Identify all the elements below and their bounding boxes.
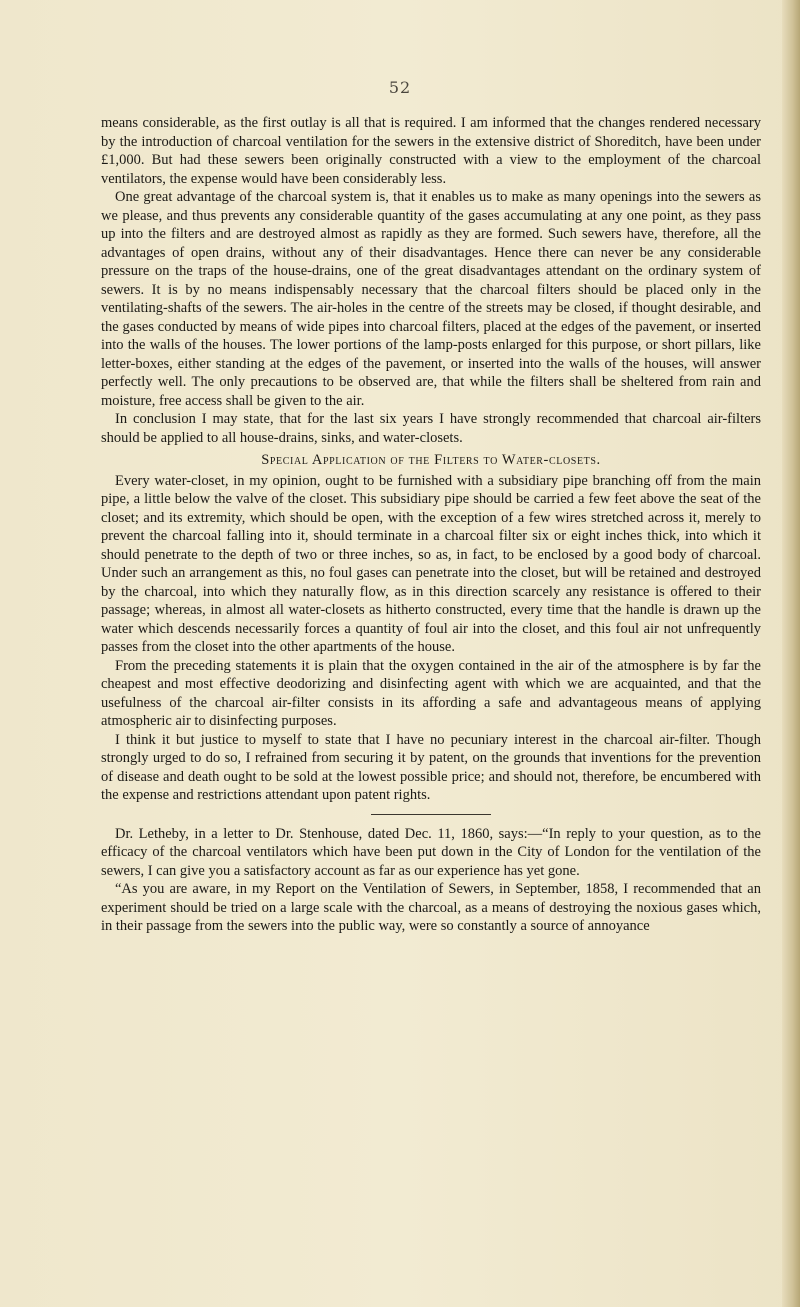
paragraph: Every water-closet, in my opinion, ought to be furnished with a subsidiary pipe branching off from the main pipe, a little below the valve of the closet. This subsidiary pipe should be carried a few feet above the seat of the closet; and its extremity, which should be open, with the exception of a few wires stretched across it, merely to prevent the charcoal falling into it, should terminate in a charcoal filter six or eight inches thick, into which it should penetrate to the depth of two or three inches, so as, in fact, to be enclosed by a good body of charcoal. Under such an arrangement as this, no foul gases can penetrate into the closet, but will be retained and destroyed by the charcoal, into which they naturally flow, as in this direction scarcely any resistance is offered to their passage; whereas, in almost all water-closets as hitherto constructed, every time that the handle is drawn up the water which descends necessarily forces a quantity of foul air into the closet, and this foul air not unfrequently passes from the closet into the other apartments of the house. [101,472,761,655]
section-divider [371,814,491,815]
paragraph: I think it but justice to myself to state that I have no pecuniary interest in the charcoal air-filter. Though strongly urged to do so, I refrained from securing it by patent, on the grounds that inventions for the prevention of disease and death ought to be sold at the lowest possible price; and should not, therefore, be encumbered with the expense and restrictions attendant upon patent rights. [101,731,761,803]
paragraph: means considerable, as the first outlay is all that is required. I am informed that the changes rendered necessary by the introduction of charcoal ventilation for the sewers in the extensive district of Shoreditch, have been under £1,000. But had these sewers been originally constructed with a view to the employment of the charcoal ventilators, the expense would have been considerably less. [101,115,761,187]
paragraph: One great advantage of the charcoal system is, that it enables us to make as many openings into the sewers as we please, and thus prevents any considerable quantity of the gases accumulating at any one point, as they pass up into the filters and are destroyed almost as rapidly as they are formed. Such sewers have, therefore, all the advantages of open drains, without any of their disadvantages. Hence there can never be any considerable pressure on the traps of the house-drains, one of the great disadvantages attendant on the ordinary system of sewers. It is by no means indispensably necessary that the charcoal filters should be placed only in the ventilating-shafts of the sewers. The air-holes in the centre of the streets may be closed, if thought desirable, and the gases conducted by means of wide pipes into charcoal filters, placed at the edges of the pavement, or inserted into the walls of the houses. The lower portions of the lamp-posts enlarged for this purpose, or short pillars, like letter-boxes, either standing at the edges of the pavement, or inserted into the walls of the houses, will answer perfectly well. The only precautions to be observed are, that while the filters shall be sheltered from rain and moisture, free access shall be given to the air. [101,189,761,409]
section-heading: Special Application of the Filters to Water-closets. [261,452,601,468]
paragraph: In conclusion I may state, that for the last six years I have strongly recommended that charcoal air-filters should be applied to all house-drains, sinks, and water-closets. [101,411,761,446]
page-number: 52 [388,78,412,97]
paragraph: “As you are aware, in my Report on the Ventilation of Sewers, in September, 1858, I recommended that an experiment should be tried on a large scale with the charcoal, as a means of destroying the noxious gases which, in their passage from the sewers into the public way, were so constantly a source of annoyance [101,881,761,934]
paragraph: From the preceding statements it is plain that the oxygen contained in the air of the atmosphere is by far the cheapest and most effective deodorizing and disinfecting agent with which we are acquainted, and that the usefulness of the charcoal air-filter consists in its affording a safe and advantageous means of applying atmospheric air to disinfecting purposes. [101,657,761,729]
page-edge [782,0,800,1307]
paragraph: Dr. Letheby, in a letter to Dr. Stenhouse, dated Dec. 11, 1860, says:—“In reply to your question, as to the efficacy of the charcoal ventilators which have been put down in the City of London for the ventilation of the sewers, I can give you a satisfactory account as far as our experience has yet gone. [101,825,761,879]
body-text [101,114,761,936]
